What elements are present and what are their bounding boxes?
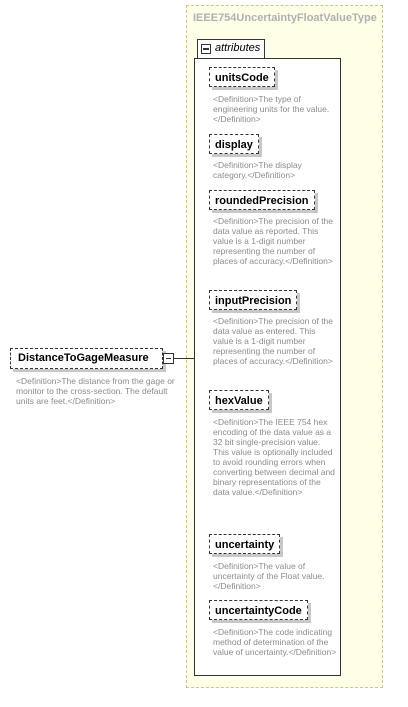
attribute-display[interactable]: display bbox=[209, 134, 259, 154]
attribute-units-code[interactable]: unitsCode bbox=[209, 67, 275, 87]
attribute-description: <Definition>The display category.</Definition> bbox=[213, 160, 302, 180]
attribute-description: <Definition>The value of uncertainty of the Float value.</Definition> bbox=[213, 561, 325, 591]
attribute-description: <Definition>The type of engineering units for the value.</Definition> bbox=[213, 94, 330, 124]
attribute-description: <Definition>The IEEE 754 hex encoding of the data value as a 32 bit single-precision value. This value is optionally included to avoid rounding errors when converting between decimal and binary representations of the data value.</Definition> bbox=[213, 417, 335, 497]
connector-line bbox=[174, 358, 194, 359]
attribute-uncertainty[interactable]: uncertainty bbox=[209, 534, 280, 554]
attribute-rounded-precision[interactable]: roundedPrecision bbox=[209, 190, 315, 210]
attributes-label: attributes bbox=[215, 42, 261, 54]
attribute-input-precision[interactable]: inputPrecision bbox=[209, 290, 297, 310]
collapse-icon[interactable] bbox=[163, 353, 174, 364]
attributes-tab[interactable] bbox=[197, 39, 265, 59]
element-distance-to-gage-measure[interactable]: DistanceToGageMeasure bbox=[10, 348, 163, 369]
attribute-uncertainty-code[interactable]: uncertaintyCode bbox=[209, 600, 308, 620]
attribute-description: <Definition>The precision of the data value as entered. This value is a 1-digit number representing the number of places of accuracy.</Definition> bbox=[213, 316, 334, 366]
element-description: <Definition>The distance from the gage or monitor to the cross-section. The default units are feet.</Definition> bbox=[16, 376, 175, 406]
attribute-hex-value[interactable]: hexValue bbox=[209, 390, 269, 410]
type-title: IEEE754UncertaintyFloatValueType bbox=[193, 12, 377, 24]
attribute-description: <Definition>The code indicating method of determination of the value of uncertainty.</Definition> bbox=[213, 627, 337, 657]
collapse-icon[interactable] bbox=[201, 44, 211, 54]
attribute-description: <Definition>The precision of the data value as reported. This value is a 1-digit number representing the number of places of accuracy.</Definition> bbox=[213, 216, 334, 266]
